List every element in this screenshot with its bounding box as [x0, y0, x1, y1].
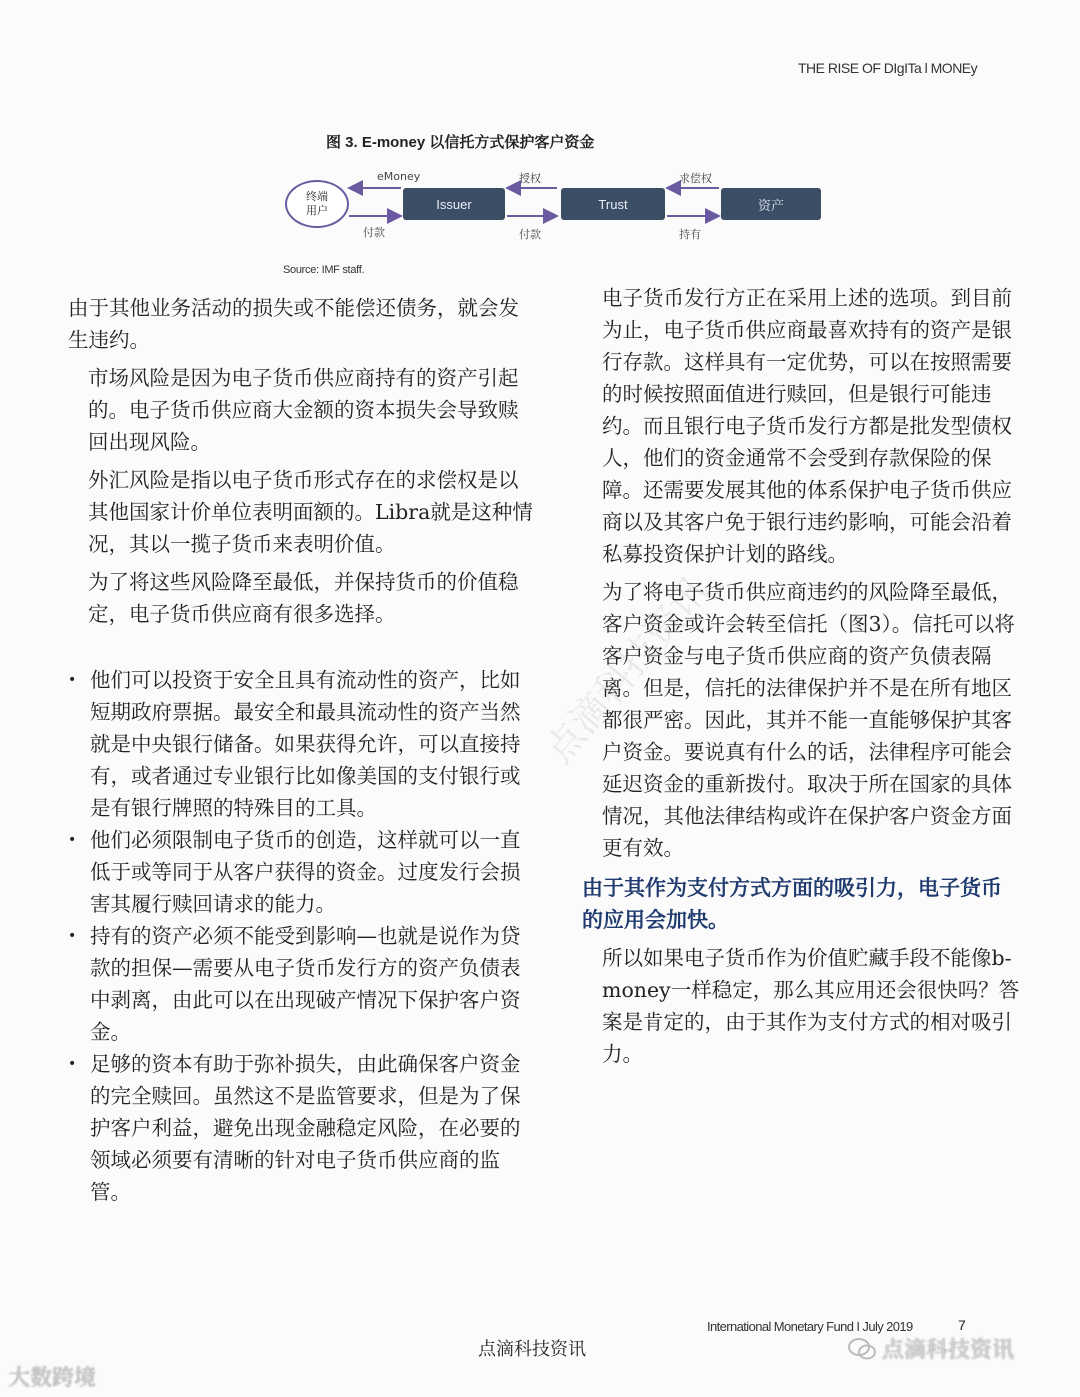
- label-emoney: eMoney: [377, 170, 421, 183]
- bullet-icon: •: [68, 928, 77, 944]
- figure-source: Source: IMF staff.: [283, 264, 365, 276]
- list-item: [68, 824, 538, 920]
- label-pay2: 付款: [519, 228, 541, 241]
- right-paragraph-1: 电子货币发行方正在采用上述的选项。到目前为止，电子货币供应商最喜欢持有的资产是银行存款。这样具有一定优势，可以在按照需要的时候按照面值进行赎回，但是银行可能违约。而且银行电子货币发行方都是批发型债权人，他们的资金通常不会受到存款保险的保障。还需要发展其他的体系保护电子货币供应商以及其客户免于银行违约影响，可能会沿着私募投资保护计划的路线。: [602, 286, 1012, 566]
- bottom-caption: 点滴科技资讯: [478, 1339, 586, 1360]
- bullet-icon: •: [68, 672, 77, 688]
- label-claim: 求偿权: [679, 172, 712, 185]
- list-item: [68, 664, 538, 824]
- end-user-node: [285, 180, 349, 228]
- left-column: [68, 292, 538, 1208]
- watermark-left: [8, 1361, 96, 1392]
- list-item-text: 持有的资产必须不能受到影响—也就是说作为贷款的担保—需要从电子货币发行方的资产负债表中剥离，由此可以在出现破产情况下保护客户资金。: [90, 924, 521, 1044]
- right-paragraph-2: 为了将电子货币供应商违约的风险降至最低，客户资金或许会转至信托（图3）。信托可以将客户资金与电子货币供应商的资产负债表隔离。但是，信托的法律保护并不是在所有地区都很严密。因此，其并不能一直能够保护其客户资金。要说真有什么的话，法律程序可能会延迟资金的重新拨付。取决于所在国家的具体情况，其他法律结构或许在保护客户资金方面更有效。: [602, 580, 1015, 860]
- page-number: 7: [958, 1317, 966, 1333]
- watermark-right: [848, 1333, 1014, 1364]
- list-item-text: 他们可以投资于安全且具有流动性的资产，比如短期政府票据。最安全和最具流动性的资产当然就是中央银行储备。如果获得允许，可以直接持有，或者通过专业银行比如像美国的支付银行或是有银行牌照的特殊目的工具。: [90, 668, 521, 820]
- left-paragraph-2: 市场风险是因为电子货币供应商持有的资产引起的。电子货币供应商大金额的资本损失会导致赎回出现风险。: [88, 366, 519, 454]
- label-authorize: 授权: [519, 172, 541, 185]
- options-list: [68, 664, 538, 1208]
- figure-title: 图 3. E-money 以信托方式保护客户资金: [326, 134, 595, 151]
- bullet-icon: •: [68, 832, 77, 848]
- left-paragraph-3: 外汇风险是指以电子货币形式存在的求偿权是以其他国家计价单位表明面额的。Libra就是这种情况，其以一揽子货币来表明价值。: [88, 468, 533, 556]
- footer-citation: International Monetary Fund I July 2019: [707, 1319, 913, 1334]
- end-user-label-1: 终端: [306, 190, 328, 203]
- list-item: [68, 1048, 538, 1208]
- label-hold: 持有: [679, 228, 701, 241]
- label-pay1: 付款: [363, 226, 385, 239]
- watermark-left-text: 大数跨境: [8, 1366, 97, 1391]
- right-paragraph-3: 所以如果电子货币作为价值贮藏手段不能像b-money一样稳定，那么其应用还会很快吗？答案是肯定的，由于其作为支付方式的相对吸引力。: [602, 946, 1020, 1066]
- list-item-text: 他们必须限制电子货币的创造，这样就可以一直低于或等同于从客户获得的资金。过度发行会损害其履行赎回请求的能力。: [90, 828, 521, 916]
- bullet-icon: •: [68, 1056, 77, 1072]
- list-item-text: 足够的资本有助于弥补损失，由此确保客户资金的完全赎回。虽然这不是监管要求，但是为了保护客户利益，避免出现金融稳定风险，在必要的领域必须要有清晰的针对电子货币供应商的监管。: [90, 1052, 521, 1204]
- right-column: [582, 282, 1022, 1076]
- watermark-right-text: 点滴科技资讯: [882, 1338, 1015, 1363]
- end-user-label-2: 用户: [306, 204, 328, 217]
- running-title: THE RISE OF DIgITa l MONEy: [798, 60, 978, 76]
- diagonal-watermark: 点滴科技资讯: [536, 568, 717, 772]
- left-paragraph-4: 为了将这些风险降至最低，并保持货币的价值稳定，电子货币供应商有很多选择。: [88, 570, 519, 626]
- flow-diagram: [285, 162, 825, 246]
- issuer-node: Issuer: [403, 188, 505, 220]
- wechat-icon: [848, 1338, 876, 1360]
- list-item: [68, 920, 538, 1048]
- left-paragraph-1: 由于其他业务活动的损失或不能偿还债务，就会发生违约。: [68, 296, 519, 352]
- trust-node: Trust: [561, 188, 665, 220]
- section-heading: 由于其作为支付方式方面的吸引力，电子货币的应用会加快。: [582, 876, 1002, 932]
- assets-node: 资产: [721, 188, 821, 220]
